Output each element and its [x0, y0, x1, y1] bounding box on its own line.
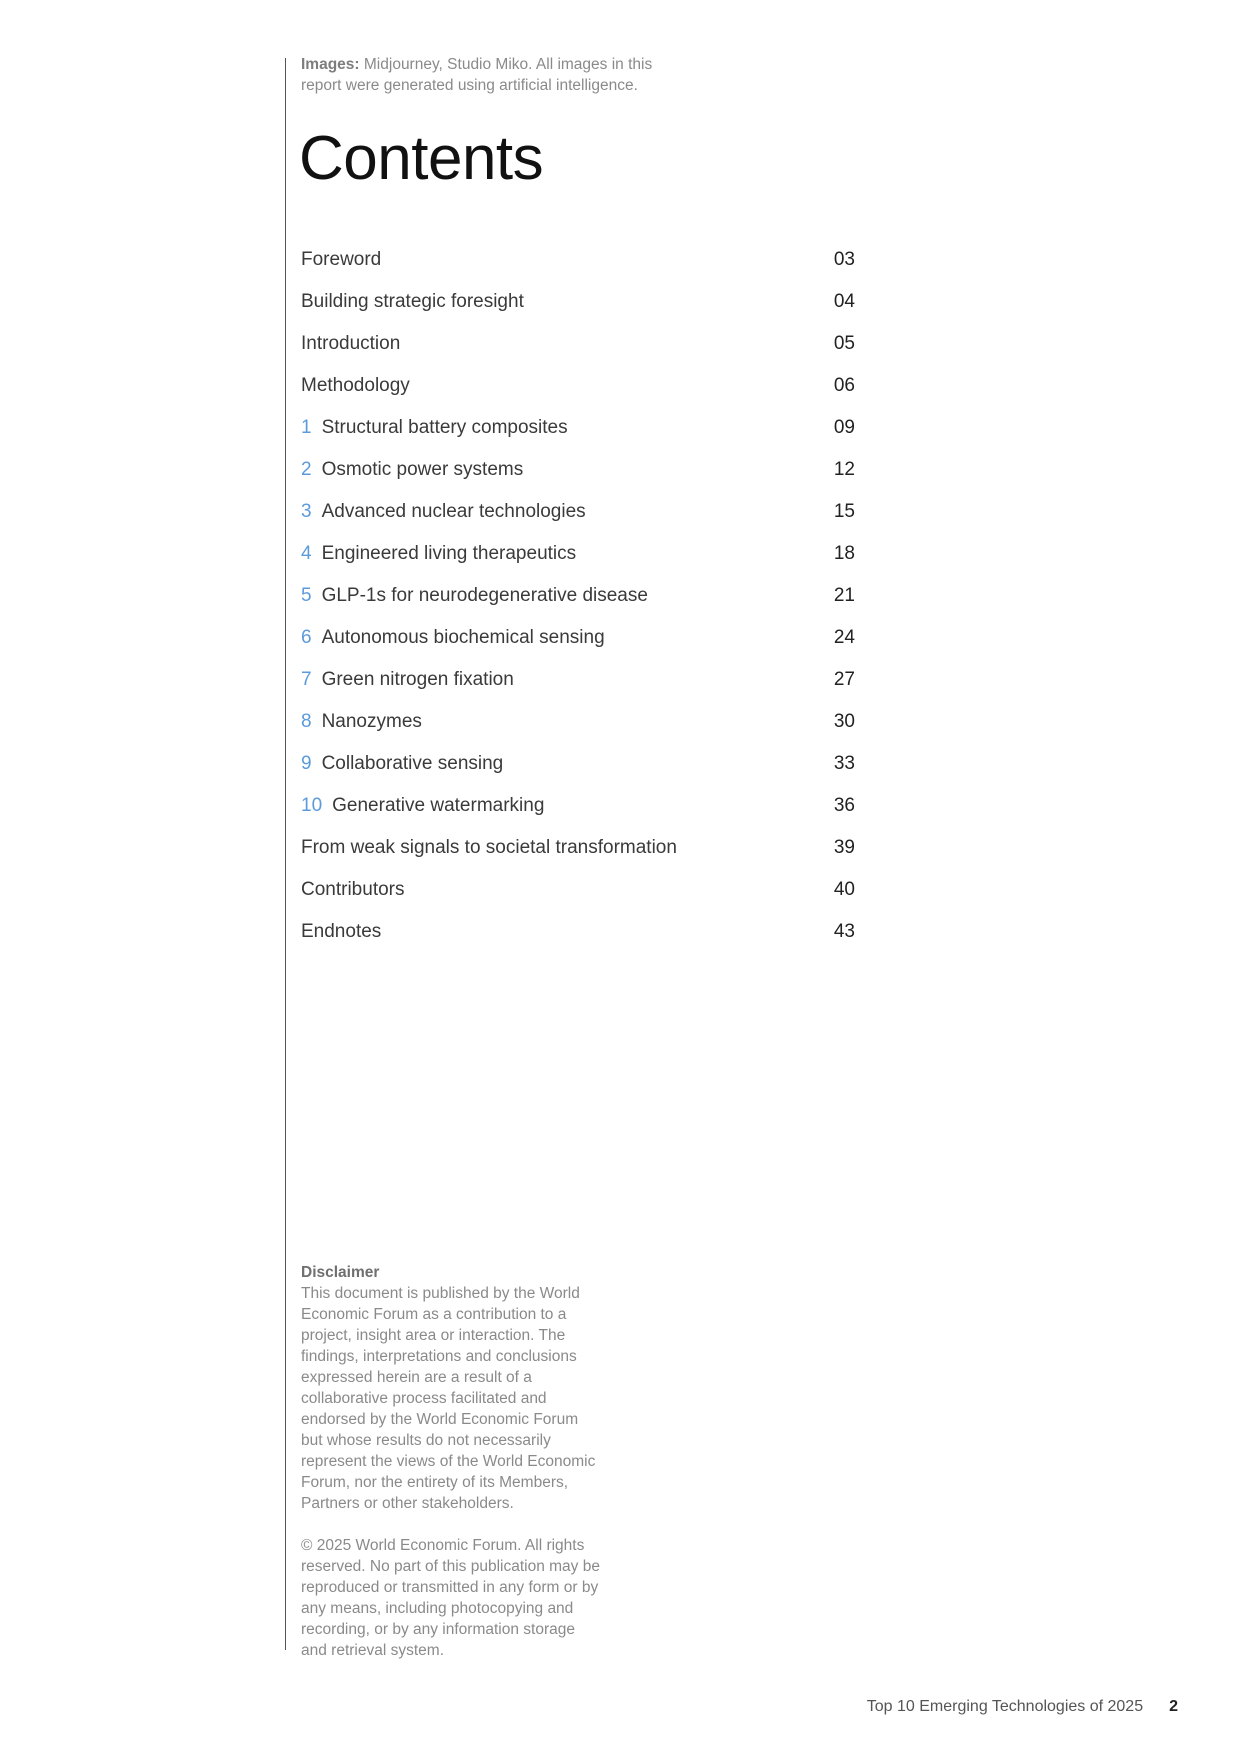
toc-entry-number: 4 — [301, 543, 312, 564]
toc-entry-label: Generative watermarking — [332, 795, 545, 816]
toc-entry-number: 7 — [301, 669, 312, 690]
toc-entry[interactable] — [301, 785, 855, 827]
toc-entry[interactable] — [301, 239, 855, 281]
toc-entry[interactable] — [301, 407, 855, 449]
toc-entry[interactable] — [301, 617, 855, 659]
margin-rule — [285, 58, 286, 1650]
toc-entry-page: 30 — [833, 711, 855, 732]
toc-entry[interactable] — [301, 701, 855, 743]
toc-entry-label: Engineered living therapeutics — [321, 543, 577, 564]
image-credits — [301, 54, 681, 96]
toc-entry[interactable] — [301, 659, 855, 701]
toc-entry-page: 33 — [833, 753, 855, 774]
toc-entry[interactable] — [301, 323, 855, 365]
toc-entry-number: 3 — [301, 501, 312, 522]
toc-entry[interactable] — [301, 491, 855, 533]
footer-doc-title: Top 10 Emerging Technologies of 2025 — [866, 1698, 1144, 1715]
toc-entry-page: 18 — [833, 543, 855, 564]
toc-entry-label: GLP-1s for neurodegenerative disease — [321, 585, 648, 606]
toc-entry-number: 9 — [301, 753, 312, 774]
copyright-notice: © 2025 World Economic Forum. All rights reserved. No part of this publication may be reproduced or transmitted in any form or by any means, including photocopying and recording, or by any information storage and retrieval system. — [301, 1537, 600, 1659]
toc-entry-page: 39 — [833, 837, 855, 858]
page-title: Contents — [299, 124, 544, 193]
toc-entry-label: Osmotic power systems — [321, 459, 524, 480]
toc-entry-number: 1 — [301, 417, 312, 438]
toc-entry[interactable] — [301, 449, 855, 491]
toc-entry-number: 10 — [301, 795, 323, 816]
toc-entry-number: 6 — [301, 627, 312, 648]
toc-entry[interactable] — [301, 827, 855, 869]
toc-entry-page: 04 — [833, 291, 855, 312]
toc-entry-label: Endnotes — [301, 921, 382, 942]
table-of-contents — [301, 239, 855, 953]
toc-entry-number: 8 — [301, 711, 312, 732]
disclaimer-heading: Disclaimer — [301, 1264, 380, 1281]
toc-entry-label: From weak signals to societal transformation — [301, 837, 677, 858]
toc-entry-label: Structural battery composites — [321, 417, 568, 438]
toc-entry-number: 2 — [301, 459, 312, 480]
disclaimer-block — [301, 1262, 601, 1661]
toc-entry-label: Contributors — [301, 879, 405, 900]
toc-entry-label: Nanozymes — [321, 711, 422, 732]
toc-entry-label: Collaborative sensing — [321, 753, 504, 774]
toc-entry-page: 12 — [833, 459, 855, 480]
toc-entry-number: 5 — [301, 585, 312, 606]
page-footer — [867, 1697, 1178, 1717]
disclaimer-body: This document is published by the World Economic Forum as a contribution to a project, insight area or interaction. The findings, interpretations and conclusions expressed herein are a result of a collaborative process facilitated and endorsed by the World Economic Forum but whose results do not necessarily represent the views of the World Economic Forum, nor the entirety of its Members, Partners or other stakeholders. — [301, 1285, 596, 1512]
toc-entry-page: 24 — [833, 627, 855, 648]
toc-entry-page: 05 — [833, 333, 855, 354]
toc-entry-page: 03 — [833, 249, 855, 270]
toc-entry[interactable] — [301, 911, 855, 953]
toc-entry-page: 21 — [833, 585, 855, 606]
image-credits-label: Images: — [301, 56, 360, 73]
toc-entry-label: Introduction — [301, 333, 401, 354]
toc-entry-label: Green nitrogen fixation — [321, 669, 514, 690]
toc-entry-page: 36 — [833, 795, 855, 816]
toc-entry-page: 06 — [833, 375, 855, 396]
toc-entry-page: 09 — [833, 417, 855, 438]
image-credits-text: Midjourney, Studio Miko. All images in this report were generated using artificial intelligence. — [301, 56, 653, 94]
footer-page-number: 2 — [1169, 1698, 1178, 1715]
toc-entry[interactable] — [301, 533, 855, 575]
toc-entry-label: Foreword — [301, 249, 382, 270]
toc-entry-label: Autonomous biochemical sensing — [321, 627, 605, 648]
toc-entry[interactable] — [301, 743, 855, 785]
toc-entry-page: 15 — [833, 501, 855, 522]
toc-entry[interactable] — [301, 365, 855, 407]
toc-entry-label: Building strategic foresight — [301, 291, 524, 312]
toc-entry[interactable] — [301, 281, 855, 323]
toc-entry-page: 27 — [833, 669, 855, 690]
toc-entry[interactable] — [301, 869, 855, 911]
toc-entry-label: Advanced nuclear technologies — [321, 501, 586, 522]
toc-entry-page: 43 — [833, 921, 855, 942]
toc-entry[interactable] — [301, 575, 855, 617]
toc-entry-page: 40 — [833, 879, 855, 900]
toc-entry-label: Methodology — [301, 375, 410, 396]
